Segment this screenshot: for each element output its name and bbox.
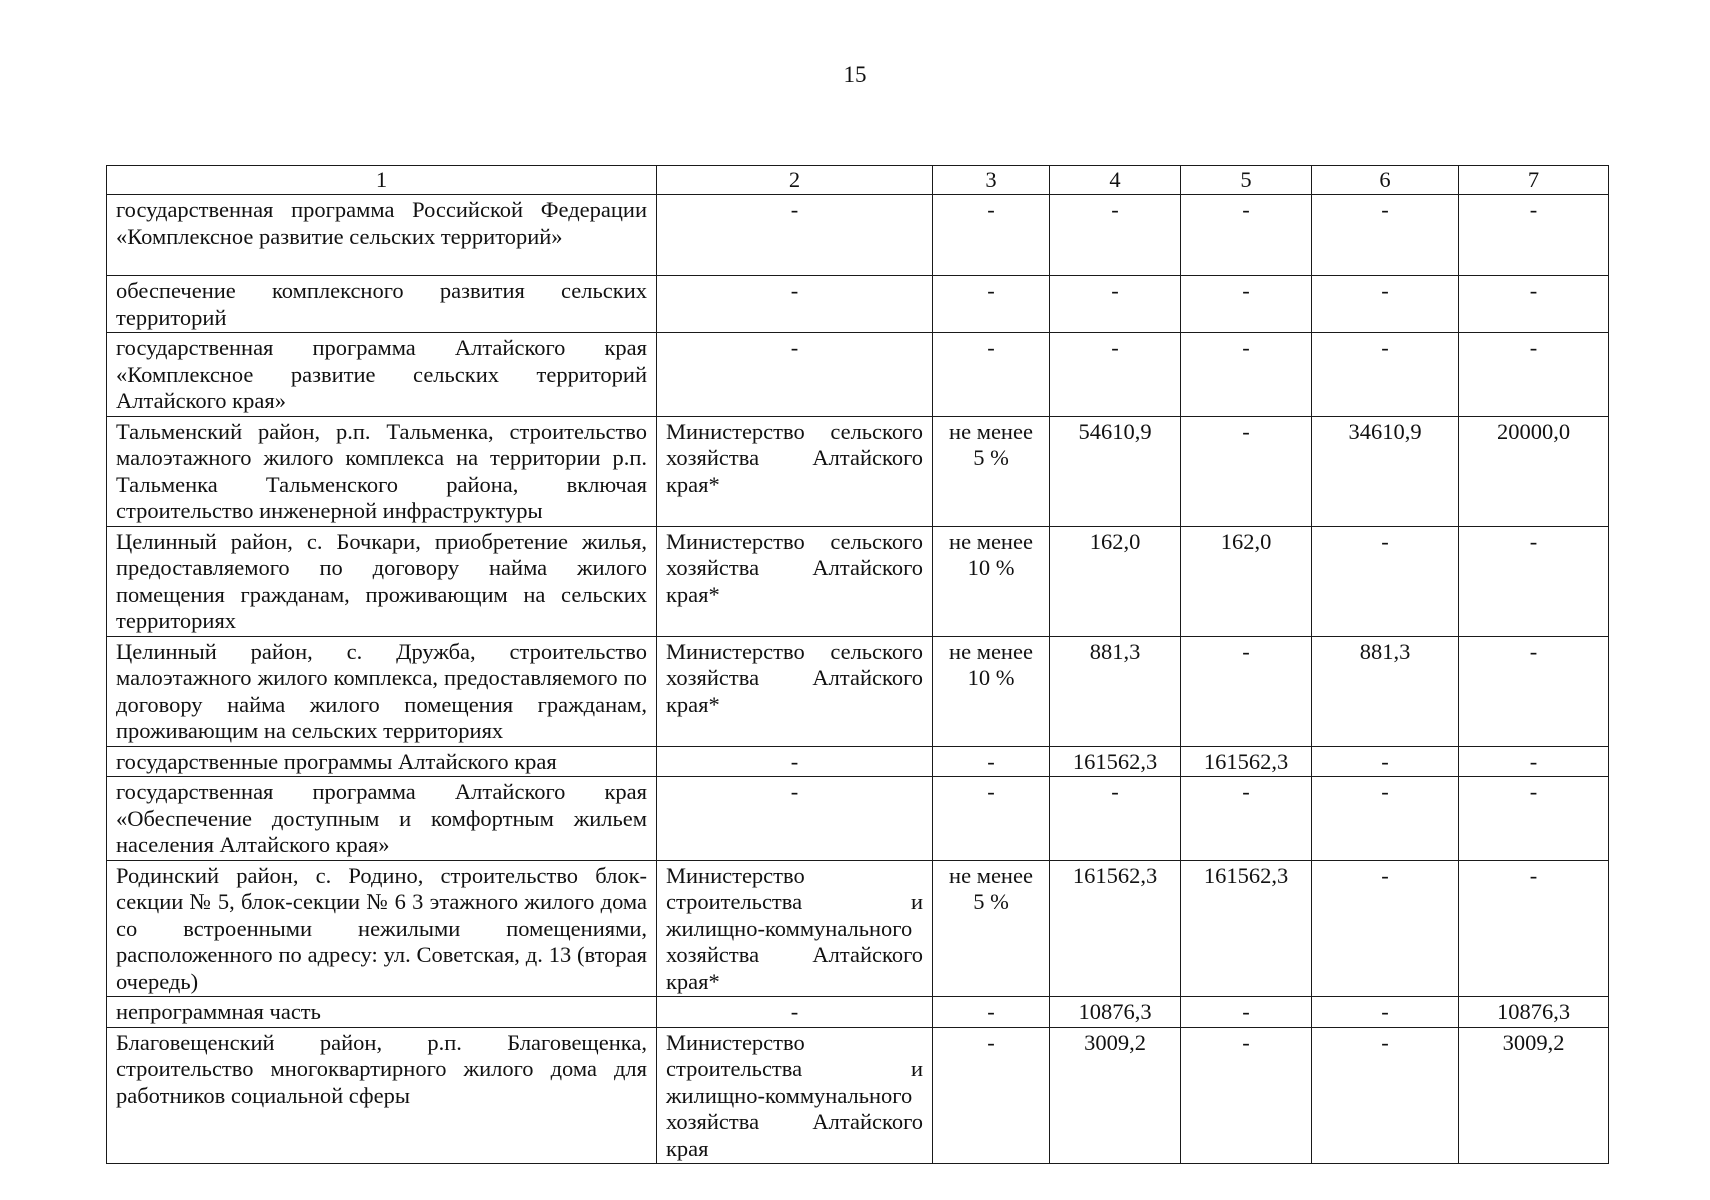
value-cell: 161562,3 [1050,746,1181,777]
row-title: государственная программа Алтайского края «Комплексное развитие сельских территорий Алтайского края» [107,333,657,417]
responsible-cell: Министерство строительства и жилищно-коммунального хозяйства Алтайского края* [657,860,933,997]
value-cell: - [1181,195,1312,276]
value-cell: - [1181,636,1312,746]
row-title: государственные программы Алтайского края [107,746,657,777]
table-row [107,276,1609,333]
value-cell: - [1312,333,1459,417]
column-header: 3 [933,166,1050,195]
share-cell: - [933,276,1050,333]
responsible-cell: Министерство сельского хозяйства Алтайского края* [657,526,933,636]
value-cell: 10876,3 [1050,997,1181,1028]
share-cell: - [933,1027,1050,1164]
value-cell: - [1312,777,1459,861]
table-row [107,416,1609,526]
table-row [107,1027,1609,1164]
value-cell: - [1312,526,1459,636]
header-row [107,166,1609,195]
table-row [107,997,1609,1028]
value-cell: - [1181,1027,1312,1164]
value-cell: 3009,2 [1050,1027,1181,1164]
value-cell: - [1050,276,1181,333]
value-cell: - [1312,997,1459,1028]
responsible-cell: - [657,746,933,777]
value-cell: 20000,0 [1459,416,1609,526]
responsible-cell: Министерство сельского хозяйства Алтайского края* [657,416,933,526]
value-cell: - [1312,860,1459,997]
value-cell: - [1050,333,1181,417]
value-cell: - [1459,777,1609,861]
value-cell: 34610,9 [1312,416,1459,526]
value-cell: 161562,3 [1181,860,1312,997]
share-cell: - [933,333,1050,417]
table-row [107,333,1609,417]
table-row [107,636,1609,746]
row-title: Целинный район, с. Дружба, строительство малоэтажного жилого комплекса, предоставляемого по договору найма жилого помещения гражданам, проживающим на сельских территориях [107,636,657,746]
column-header: 7 [1459,166,1609,195]
value-cell: 162,0 [1050,526,1181,636]
value-cell: 881,3 [1050,636,1181,746]
responsible-cell: - [657,195,933,276]
value-cell: - [1459,333,1609,417]
value-cell: - [1181,777,1312,861]
responsible-cell: - [657,777,933,861]
table-row [107,746,1609,777]
value-cell: - [1459,636,1609,746]
value-cell: - [1459,860,1609,997]
share-cell: - [933,746,1050,777]
value-cell: - [1459,526,1609,636]
table-row [107,195,1609,276]
row-title: государственная программа Российской Федерации «Комплексное развитие сельских территорий» [107,195,657,276]
value-cell: - [1050,195,1181,276]
responsible-cell: Министерство строительства и жилищно-коммунального хозяйства Алтайского края [657,1027,933,1164]
responsible-cell: - [657,333,933,417]
value-cell: 161562,3 [1181,746,1312,777]
value-cell: - [1459,276,1609,333]
table-row [107,777,1609,861]
row-title: Родинский район, с. Родино, строительство блок-секции № 5, блок-секции № 6 3 этажного жилого дома со встроенными нежилыми помещениями, расположенного по адресу: ул. Советская, д. 13 (вторая очередь) [107,860,657,997]
value-cell: - [1312,1027,1459,1164]
column-header: 5 [1181,166,1312,195]
value-cell: 161562,3 [1050,860,1181,997]
row-title: обеспечение комплексного развития сельских территорий [107,276,657,333]
share-cell: - [933,997,1050,1028]
share-cell: не менее 10 % [933,636,1050,746]
value-cell: - [1050,777,1181,861]
page-number: 15 [843,62,867,87]
value-cell: 881,3 [1312,636,1459,746]
table-row [107,860,1609,997]
value-cell: - [1312,195,1459,276]
value-cell: - [1312,746,1459,777]
budget-table [106,165,1609,1164]
share-cell: не менее 10 % [933,526,1050,636]
value-cell: - [1459,195,1609,276]
value-cell: 54610,9 [1050,416,1181,526]
column-header: 4 [1050,166,1181,195]
row-title: государственная программа Алтайского края «Обеспечение доступным и комфортным жильем населения Алтайского края» [107,777,657,861]
column-header: 6 [1312,166,1459,195]
value-cell: - [1181,333,1312,417]
column-header: 1 [107,166,657,195]
value-cell: - [1181,416,1312,526]
share-cell: - [933,195,1050,276]
value-cell: 3009,2 [1459,1027,1609,1164]
value-cell: - [1181,276,1312,333]
value-cell: 10876,3 [1459,997,1609,1028]
value-cell: - [1459,746,1609,777]
table-row [107,526,1609,636]
responsible-cell: - [657,997,933,1028]
share-cell: не менее 5 % [933,860,1050,997]
row-title: непрограммная часть [107,997,657,1028]
responsible-cell: Министерство сельского хозяйства Алтайского края* [657,636,933,746]
row-title: Благовещенский район, р.п. Благовещенка, строительство многоквартирного жилого дома для работников социальной сферы [107,1027,657,1164]
responsible-cell: - [657,276,933,333]
value-cell: 162,0 [1181,526,1312,636]
row-title: Целинный район, с. Бочкари, приобретение жилья, предоставляемого по договору найма жилого помещения гражданам, проживающим на сельских территориях [107,526,657,636]
value-cell: - [1181,997,1312,1028]
row-title: Тальменский район, р.п. Тальменка, строительство малоэтажного жилого комплекса на территории р.п. Тальменка Тальменского района, включая строительство инженерной инфраструктуры [107,416,657,526]
share-cell: не менее 5 % [933,416,1050,526]
column-header: 2 [657,166,933,195]
share-cell: - [933,777,1050,861]
value-cell: - [1312,276,1459,333]
